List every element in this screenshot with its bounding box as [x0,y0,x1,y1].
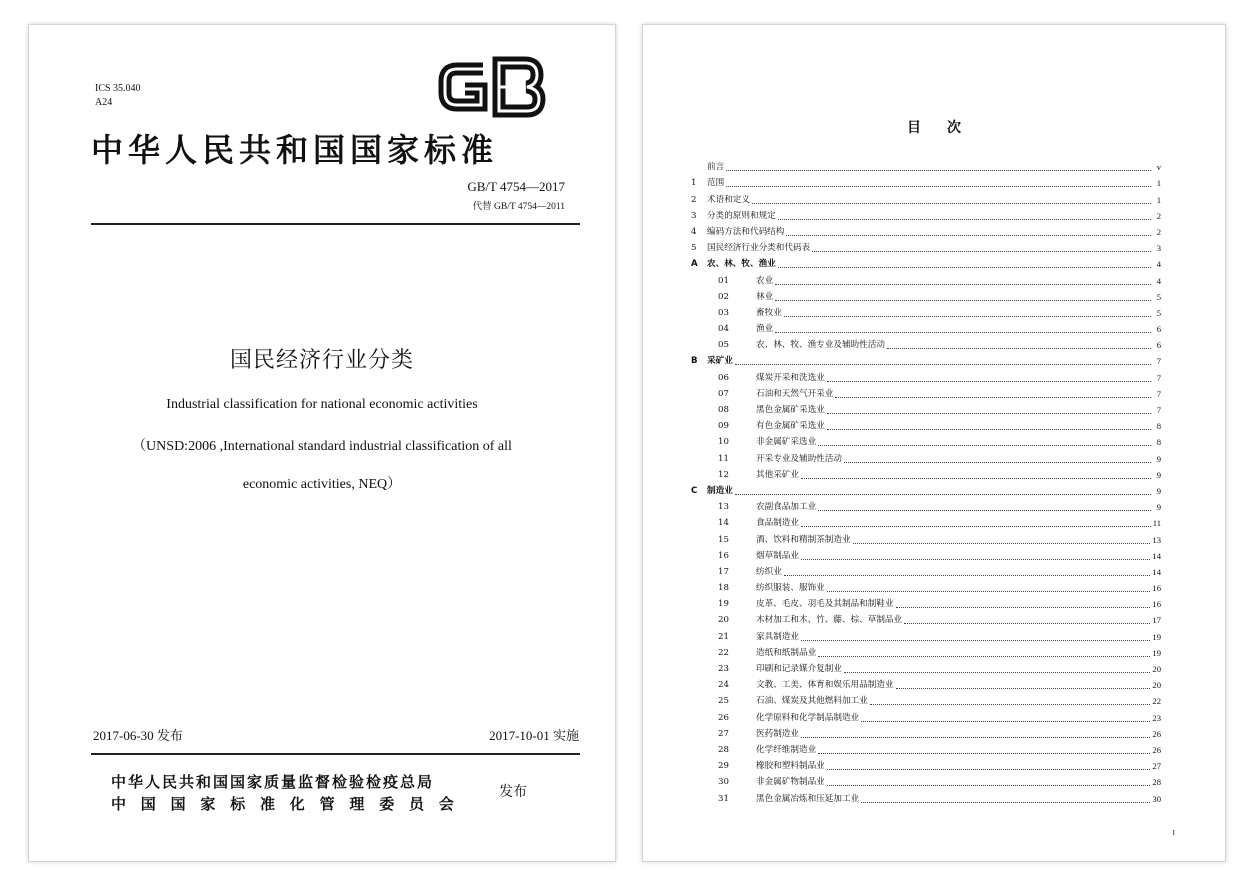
toc-title: 目次 [907,120,987,136]
toc-dot-leader [835,397,1151,398]
toc-dot-leader [801,640,1150,641]
toc-entry[interactable] [691,643,1161,659]
toc-entry[interactable] [691,707,1161,723]
toc-entry-page: 20 [1152,680,1161,691]
toc-entry[interactable] [691,254,1161,270]
toc-entry-number: 18 [718,583,729,594]
toc-entry-label: 橡胶和塑料制品业 [756,761,825,772]
toc-dot-leader [818,753,1150,754]
toc-entry-page: 5 [1156,291,1161,302]
toc-dot-leader [735,364,1151,365]
toc-entry-page: 7 [1156,405,1161,415]
toc-entry[interactable] [691,529,1161,545]
toc-entry-number: B [691,356,698,367]
toc-entry-page: 8 [1156,421,1161,432]
toc-entry-number: 21 [718,631,729,642]
toc-entry-label: 文教、工美、体育和娱乐用品制造业 [756,680,894,691]
toc-entry-number: 08 [718,405,729,415]
toc-entry-label: 石油、煤炭及其他燃料加工业 [756,696,868,707]
toc-entry-label: 采矿业 [707,356,733,367]
toc-entry-number: 03 [718,307,729,318]
toc-dot-leader [827,591,1151,592]
toc-entry-number: 29 [718,761,729,772]
toc-entry-label: 酒、饮料和精制茶制造业 [756,534,851,545]
toc-page [642,24,1226,862]
toc-entry-number: 20 [718,615,729,626]
top-divider [91,223,580,225]
toc-dot-leader [827,785,1151,786]
toc-entry[interactable] [691,659,1161,675]
toc-entry-number: 28 [718,744,729,755]
toc-entry[interactable] [691,189,1161,205]
toc-entry-label: 印刷和记录媒介复制业 [756,664,842,674]
toc-dot-leader [827,769,1151,770]
toc-dot-leader [861,802,1150,803]
toc-entry[interactable] [691,724,1161,740]
toc-entry[interactable] [691,497,1161,513]
toc-entry[interactable] [691,416,1161,432]
toc-entry[interactable] [691,626,1161,642]
toc-entry-number: 23 [718,664,729,674]
toc-entry-label: 国民经济行业分类和代码表 [707,243,811,254]
toc-dot-leader [775,284,1151,285]
toc-dot-leader [870,704,1151,705]
toc-entry-page: 1 [1156,178,1161,189]
toc-entry-page: 9 [1156,453,1161,464]
toc-entry-number: 3 [691,210,697,221]
toc-dot-leader [801,478,1151,479]
toc-entry-label: 术语和定义 [707,194,750,205]
toc-entry-number: 06 [718,372,729,383]
toc-entry-label: 分类的原则和规定 [707,210,776,221]
toc-entry-number: 30 [718,777,729,788]
toc-entry[interactable] [691,367,1161,383]
toc-entry[interactable] [691,465,1161,481]
toc-dot-leader [775,332,1151,333]
toc-entry-page: 3 [1156,243,1161,254]
toc-entry-label: 化学纤维制造业 [756,744,817,755]
toc-entry[interactable] [691,481,1161,497]
toc-entry-number: 13 [718,502,729,513]
toc-dot-leader [844,672,1150,673]
toc-entry[interactable] [691,335,1161,351]
toc-entry-page: v [1156,162,1161,173]
issuer-block [111,771,469,815]
toc-entry-label: 开采专业及辅助性活动 [756,453,842,464]
toc-entry-label: 编码方法和代码结构 [707,226,785,237]
toc-entry[interactable] [691,319,1161,335]
toc-dot-leader [784,575,1151,576]
toc-entry-page: 2 [1156,226,1161,237]
toc-entry[interactable] [691,594,1161,610]
toc-dot-leader [735,494,1151,495]
toc-entry[interactable] [691,173,1161,189]
toc-dot-leader [778,267,1151,268]
standard-title: 中华人民共和国国家标准 [91,131,499,169]
toc-entry-label: 纺织服装、服饰业 [756,583,825,594]
english-title-line-3: economic activities, NEQ） [242,477,402,492]
toc-entry-number: 31 [718,793,729,804]
toc-dot-leader [818,510,1151,511]
toc-entry-label: 非金属矿物制品业 [756,777,825,788]
toc-entry-label: 其他采矿业 [756,469,799,480]
toc-dot-leader [896,688,1151,689]
toc-entry-page: 4 [1156,259,1161,270]
publish-date: 2017-06-30 发布 [93,728,183,743]
toc-entry-label: 黑色金属冶炼和压延加工业 [756,793,860,804]
toc-entry-page: 16 [1152,599,1161,610]
toc-entry-number: 12 [718,469,729,480]
toc-entry[interactable] [691,610,1161,626]
toc-entry[interactable] [691,513,1161,529]
toc-dot-leader [786,235,1151,236]
toc-entry-label: 皮革、毛皮、羽毛及其制品和制鞋业 [756,599,894,610]
toc-entry-number: 14 [718,518,729,529]
toc-entry[interactable] [691,546,1161,562]
toc-entry-number: 26 [718,712,729,723]
toc-entry-label: 煤炭开采和洗选业 [756,372,825,383]
toc-entry-label: 食品制造业 [756,518,799,529]
toc-entry-number: 11 [718,453,729,464]
toc-entry-label: 制造业 [707,485,733,496]
toc-entry-page: 19 [1152,631,1161,642]
gb-logo-icon [433,55,549,119]
issuer-line-1: 中华人民共和国国家质量监督检验检疫总局 [111,773,435,791]
toc-entry-page: 1 [1156,194,1161,205]
toc-entry[interactable] [691,578,1161,594]
toc-entry-page: 22 [1152,696,1161,707]
toc-entry[interactable] [691,157,1161,173]
toc-entry-number: 15 [718,534,729,545]
toc-entry-page: 14 [1152,550,1161,561]
toc-dot-leader [827,429,1151,430]
toc-entry[interactable] [691,691,1161,707]
toc-dot-leader [801,737,1150,738]
toc-entry-page: 5 [1156,307,1161,318]
toc-entry-number: 24 [718,680,729,691]
toc-entry-page: 20 [1152,664,1161,674]
replaces-code: 代替 GB/T 4754—2011 [472,202,565,212]
page-number: I [1172,829,1175,837]
standard-code: GB/T 4754—2017 [467,179,565,194]
toc-entry-number: 05 [718,340,729,351]
toc-dot-leader [778,219,1151,220]
toc-entry[interactable] [691,740,1161,756]
english-title-line-2: （UNSD:2006 ,International standard industrial classification of all [132,439,512,454]
toc-entry-label: 渔业 [756,324,774,335]
toc-entry-label: 林业 [756,291,774,302]
toc-entry-page: 6 [1156,340,1161,351]
toc-entry-label: 有色金属矿采选业 [756,421,825,432]
toc-entry-number: 10 [718,437,729,448]
toc-entry-page: 6 [1156,324,1161,335]
toc-entry-number: 07 [718,388,729,399]
toc-dot-leader [827,413,1151,414]
toc-entry-label: 纺织业 [756,566,782,577]
toc-entry-page: 27 [1152,761,1161,772]
toc-entry-number: 09 [718,421,729,432]
toc-entry-label: 农副食品加工业 [756,502,817,513]
toc-entry[interactable] [691,756,1161,772]
toc-entry[interactable] [691,562,1161,578]
toc-entry-number: 4 [691,226,697,237]
toc-entry-label: 造纸和纸制品业 [756,647,817,658]
toc-entry-number: 19 [718,599,729,610]
toc-entry-number: C [691,485,698,496]
ics-code: ICS 35.040 [95,83,141,94]
toc-entry[interactable] [691,238,1161,254]
toc-entry-page: 8 [1156,437,1161,448]
toc-entry-number: 17 [718,566,729,577]
implement-date: 2017-10-01 实施 [489,728,579,743]
toc-dot-leader [896,607,1151,608]
toc-dot-leader [818,656,1150,657]
toc-entry-number: 02 [718,291,729,302]
toc-entry[interactable] [691,222,1161,238]
toc-entry-label: 农、林、牧、渔业 [707,259,776,270]
toc-entry-label: 石油和天然气开采业 [756,388,834,399]
toc-dot-leader [784,316,1151,317]
toc-entry[interactable] [691,432,1161,448]
toc-entry-number: A [691,259,698,270]
toc-entry[interactable] [691,448,1161,464]
toc-entry[interactable] [691,303,1161,319]
toc-dot-leader [801,526,1151,527]
toc-entry-label: 化学原料和化学制品制造业 [756,712,860,723]
toc-entry-page: 28 [1152,777,1161,788]
toc-entry[interactable] [691,287,1161,303]
cover-page [28,24,616,862]
toc-entry-number: 5 [691,243,697,254]
issue-word: 发布 [499,784,527,800]
toc-entry-page: 7 [1156,356,1161,367]
toc-entry-label: 木材加工和木、竹、藤、棕、草制品业 [756,615,903,626]
toc-dot-leader [726,186,1151,187]
class-code: A24 [95,97,113,108]
toc-entry-label: 范围 [707,178,725,189]
toc-entry[interactable] [691,384,1161,400]
toc-entry-page: 16 [1152,583,1161,594]
toc-entry-label: 医药制造业 [756,728,799,739]
toc-dot-leader [812,251,1151,252]
toc-entry-label: 家具制造业 [756,631,799,642]
standard-code-block [467,179,565,212]
toc-entry-page: 13 [1152,534,1161,545]
toc-entry-number: 2 [691,194,697,205]
toc-entry-number: 27 [718,728,729,739]
toc-entry-number: 22 [718,647,729,658]
toc-entry-page: 7 [1156,388,1161,399]
toc-entry[interactable] [691,400,1161,416]
toc-entry[interactable] [691,675,1161,691]
toc-dot-leader [904,623,1150,624]
toc-dot-leader [861,721,1150,722]
toc-dot-leader [801,559,1150,560]
issuer-line-2: 中国国家标准化管理委员会 [111,795,469,813]
toc-entry-page: 7 [1156,372,1161,383]
toc-entry-page: 26 [1152,744,1161,755]
toc-entry-number: 16 [718,550,729,561]
toc-entry-number: 04 [718,324,729,335]
toc-entry[interactable] [691,206,1161,222]
toc-dot-leader [887,348,1151,349]
toc-dot-leader [853,543,1151,544]
toc-entry-label: 非金属矿采选业 [756,437,817,448]
toc-entry[interactable] [691,788,1161,804]
toc-dot-leader [752,203,1151,204]
toc-dot-leader [818,445,1151,446]
toc-dot-leader [844,462,1151,463]
toc-entry-page: 30 [1152,793,1161,804]
toc-entry-number: 01 [718,275,729,286]
toc-entry[interactable] [691,351,1161,367]
toc-entry[interactable] [691,270,1161,286]
toc-entry-label: 畜牧业 [756,307,782,318]
toc-entry-number: 25 [718,696,729,707]
toc-entry-page: 9 [1156,485,1161,496]
document-chinese-name: 国民经济行业分类 [229,348,414,373]
toc-list [691,157,1161,805]
toc-entry-page: 11 [1152,518,1161,529]
toc-entry-page: 17 [1152,615,1161,626]
toc-entry-label: 前言 [707,162,725,173]
english-title-line-1: Industrial classification for national economic activities [166,397,478,412]
toc-entry-label: 烟草制品业 [756,550,799,561]
toc-entry-page: 26 [1152,728,1161,739]
bottom-divider [91,753,580,755]
toc-entry-page: 9 [1156,502,1161,513]
ics-block [95,82,141,110]
toc-entry-page: 2 [1156,210,1161,221]
toc-entry-page: 9 [1156,469,1161,480]
toc-dot-leader [775,300,1151,301]
toc-entry-page: 23 [1152,712,1161,723]
toc-entry-page: 4 [1156,275,1161,286]
toc-entry-page: 19 [1152,647,1161,658]
toc-entry-number: 1 [691,178,697,189]
toc-entry-label: 农、林、牧、渔专业及辅助性活动 [756,340,885,351]
toc-entry[interactable] [691,772,1161,788]
toc-entry-page: 14 [1152,566,1161,577]
toc-entry-label: 农业 [756,275,774,286]
toc-entry-label: 黑色金属矿采选业 [756,405,825,415]
toc-dot-leader [827,381,1151,382]
toc-dot-leader [726,170,1151,171]
